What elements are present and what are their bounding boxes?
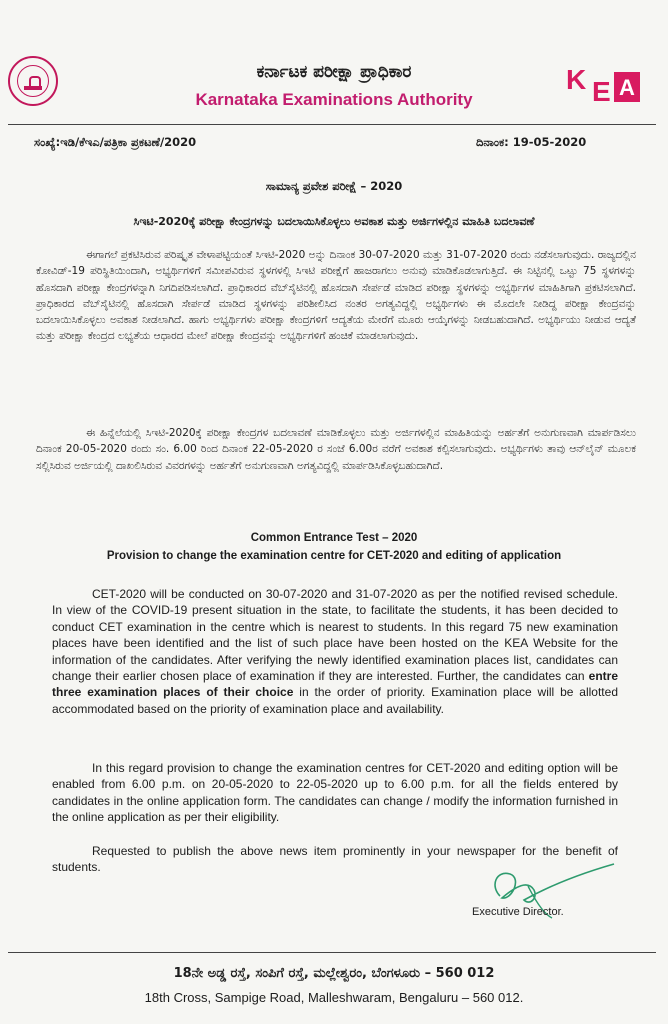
kea-logo xyxy=(566,62,642,106)
footer-divider xyxy=(8,952,656,953)
reference-number: ಸಂಖ್ಯೆ:ಇಡಿ/ಕೆಇಎ/ಪತ್ರಿಕಾ ಪ್ರಕಟಣೆ/2020 xyxy=(34,135,197,149)
kannada-title: ಸಾಮಾನ್ಯ ಪ್ರವೇಶ ಪರೀಕ್ಷೆ – 2020 xyxy=(265,179,403,193)
kannada-paragraph-1: ಈಗಾಗಲೆ ಪ್ರಕಟಿಸಿರುವ ಪರಿಷ್ಕೃತ ವೇಳಾಪಟ್ಟಿಯಂತೆ ಸಿಇಟಿ-2020 ಅನ್ನು ದಿನಾಂಕ 30-07-2020 ಮತ್ತು 31-07-2020 ರಂದು ನಡೆಸಲಾಗುವುದು. ರಾಜ್ಯದಲ್ಲಿನ ಕೋವಿಡ್-19 ಪರಿಸ್ಥಿತಿಯಿಂದಾಗಿ, ಅಭ್ಯರ್ಥಿಗಳಿಗೆ ಸಮೀಪವಿರುವ ಸ್ಥಳಗಳಲ್ಲಿ ಸಿಇಟಿ ಪರೀಕ್ಷೆಗೆ ಹಾಜರಾಗಲು ಅನುವು ಮಾಡಿಕೊಡಲಾಗುತ್ತಿದೆ. ಈ ನಿಟ್ಟಿನಲ್ಲಿ ಒಟ್ಟು 75 ಸ್ಥಳಗಳನ್ನು ಹೊಸದಾಗಿ ಪರೀಕ್ಷಾ ಕೇಂದ್ರಗಳನ್ನಾಗಿ ನಿಗದಿಪಡಿಸಲಾಗಿದೆ. ಪ್ರಾಧಿಕಾರದ ವೆಬ್‌ಸೈಟಿನಲ್ಲಿ ಹೊಸದಾಗಿ ಸೇರ್ಪಡೆ ಮಾಡಿದ ಪರೀಕ್ಷಾ ಸ್ಥಳಗಳನ್ನು ಅಭ್ಯರ್ಥಿಗಳ ಮಾಹಿತಿಗಾಗಿ ಪ್ರಕಟಿಸಲಾಗಿದೆ. ಪ್ರಾಧಿಕಾರದ ವೆಬ್‌ಸೈಟಿನಲ್ಲಿ ಹೊಸದಾಗಿ ಸೇರ್ಪಡೆ ಮಾಡಿದ ಸ್ಥಳಗಳನ್ನು ಪರಿಶೀಲಿಸಿದ ನಂತರ ಅಗತ್ಯವಿದ್ದಲ್ಲಿ ಅಭ್ಯರ್ಥಿಗಳು ಈ ಮೊದಲೇ ನೀಡಿದ್ದ ಪರೀಕ್ಷಾ ಕೇಂದ್ರವನ್ನು ಬದಲಾಯಿಸಿಕೊಳ್ಳಲು ಅವಕಾಶ ನೀಡಲಾಗಿದೆ. ಹಾಗು ಅಭ್ಯರ್ಥಿಗಳು ಪರೀಕ್ಷಾ ಕೇಂದ್ರಗಳಿಗೆ ಆದ್ಯತೆಯ ಮೇರೆಗೆ ಮೂರು ಆಯ್ಕೆಗಳನ್ನು ನೀಡಬಹುದಾಗಿದೆ. ಅಭ್ಯರ್ಥಿಯು ನೀಡುವ ಆದ್ಯತೆ ಮತ್ತು ಪರೀಕ್ಷಾ ಕೇಂದ್ರದ ಲಭ್ಯತೆಯ ಆಧಾರದ ಮೇಲೆ ಪರೀಕ್ಷಾ ಕೇಂದ್ರವನ್ನು ಅಭ್ಯರ್ಥಿಗಳಿಗೆ ಹಂಚಿಕೆ ಮಾಡಲಾಗುವುದು. xyxy=(36,249,636,343)
english-paragraph-2: In this regard provision to change the examination centres for CET-2020 and editing option will be enabled from 6.00 p.m. on 20-05-2020 to 22-05-2020 up to 6.00 p.m. for all the fields entered by candidates in the online application form. The candidates can change / modify the information furnished in the online application as per their eligibility. xyxy=(52,761,618,825)
english-title: Common Entrance Test – 2020 xyxy=(250,532,418,544)
address-english: 18th Cross, Sampige Road, Malleshwaram, Bengaluru – 560 012. xyxy=(144,990,524,1005)
kea-logo-e: E xyxy=(592,76,611,107)
kea-logo-a: A xyxy=(614,72,640,102)
signatory-title: Executive Director. xyxy=(472,906,564,918)
address-kannada: 18ನೇ ಅಡ್ಡ ರಸ್ತೆ, ಸಂಪಿಗೆ ರಸ್ತೆ, ಮಲ್ಲೇಶ್ವರಂ, ಬೆಂಗಳೂರು – 560 012 xyxy=(173,966,495,981)
english-paragraph-3: Requested to publish the above news item prominently in your newspaper for the benefit of students. xyxy=(52,844,618,875)
header-divider xyxy=(8,124,656,125)
authority-name-english: Karnataka Examinations Authority xyxy=(195,90,473,109)
kea-logo-k: K xyxy=(566,64,587,95)
kannada-subtitle: ಸಿಇಟಿ-2020ಕ್ಕೆ ಪರೀಕ್ಷಾ ಕೇಂದ್ರಗಳನ್ನು ಬದಲಾಯಿಸಿಕೊಳ್ಳಲು ಅವಕಾಶ ಮತ್ತು ಅರ್ಜಿಗಳಲ್ಲಿನ ಮಾಹಿತಿ ಬದಲಾವಣೆ xyxy=(133,215,535,228)
english-subtitle: Provision to change the examination centre for CET-2020 and editing of application xyxy=(106,550,562,562)
english-paragraph-1 xyxy=(52,586,618,717)
authority-name-kannada: ಕರ್ನಾಟಕ ಪರೀಕ್ಷಾ ಪ್ರಾಧಿಕಾರ xyxy=(256,62,412,82)
english-paragraph-1-a: CET-2020 will be conducted on 30-07-2020 and 31-07-2020 as per the notified revised schedule. In view of the COVID-19 present situation in the state, to facilitate the students, it has been decided to conduct CET examination in the centre which is nearest to students. In this regard 75 new examination places have been identified and the list of such place have been hosted on the KEA Website for the information of the candidates. After verifying the newly identified examination places list, candidates can change their earlier chosen place of examination if they are interested. Further, the candidates can xyxy=(52,587,618,684)
english-paragraph-1-emphasis: entre three examination places of their choice xyxy=(52,669,618,700)
release-date: ದಿನಾಂಕ: 19-05-2020 xyxy=(476,135,587,149)
kannada-paragraph-2: ಈ ಹಿನ್ನೆಲೆಯಲ್ಲಿ ಸಿಇಟಿ-2020ಕ್ಕೆ ಪರೀಕ್ಷಾ ಕೇಂದ್ರಗಳ ಬದಲಾವಣೆ ಮಾಡಿಕೊಳ್ಳಲು ಮತ್ತು ಅರ್ಜಿಗಳಲ್ಲಿನ ಮಾಹಿತಿಯನ್ನು ಅರ್ಹತೆಗೆ ಅನುಗುಣವಾಗಿ ಮಾರ್ಪಡಿಸಲು ದಿನಾಂಕ 20-05-2020 ರಂದು ಸಂ. 6.00 ರಿಂದ ದಿನಾಂಕ 22-05-2020 ರ ಸಂಜೆ 6.00ರ ವರೆಗೆ ಅವಕಾಶ ಕಲ್ಪಿಸಲಾಗುವುದು. ಅಭ್ಯರ್ಥಿಗಳು ತಾವು ಆನ್‌ಲೈನ್ ಮೂಲಕ ಸಲ್ಲಿಸಿರುವ ಅರ್ಜಿಯಲ್ಲಿ ದಾಖಲಿಸಿರುವ ವಿವರಗಳನ್ನು ಅರ್ಹತೆಗೆ ಅನುಗುಣವಾಗಿ ಅಗತ್ಯವಿದ್ದಲ್ಲಿ ಮಾರ್ಪಡಿಸಿಕೊಳ್ಳಬಹುದಾಗಿದೆ. xyxy=(36,427,636,472)
english-paragraph-1-b: in the order of priority. Examination place will be allotted accommodated based on the priority of examination place and availability. xyxy=(52,685,618,716)
